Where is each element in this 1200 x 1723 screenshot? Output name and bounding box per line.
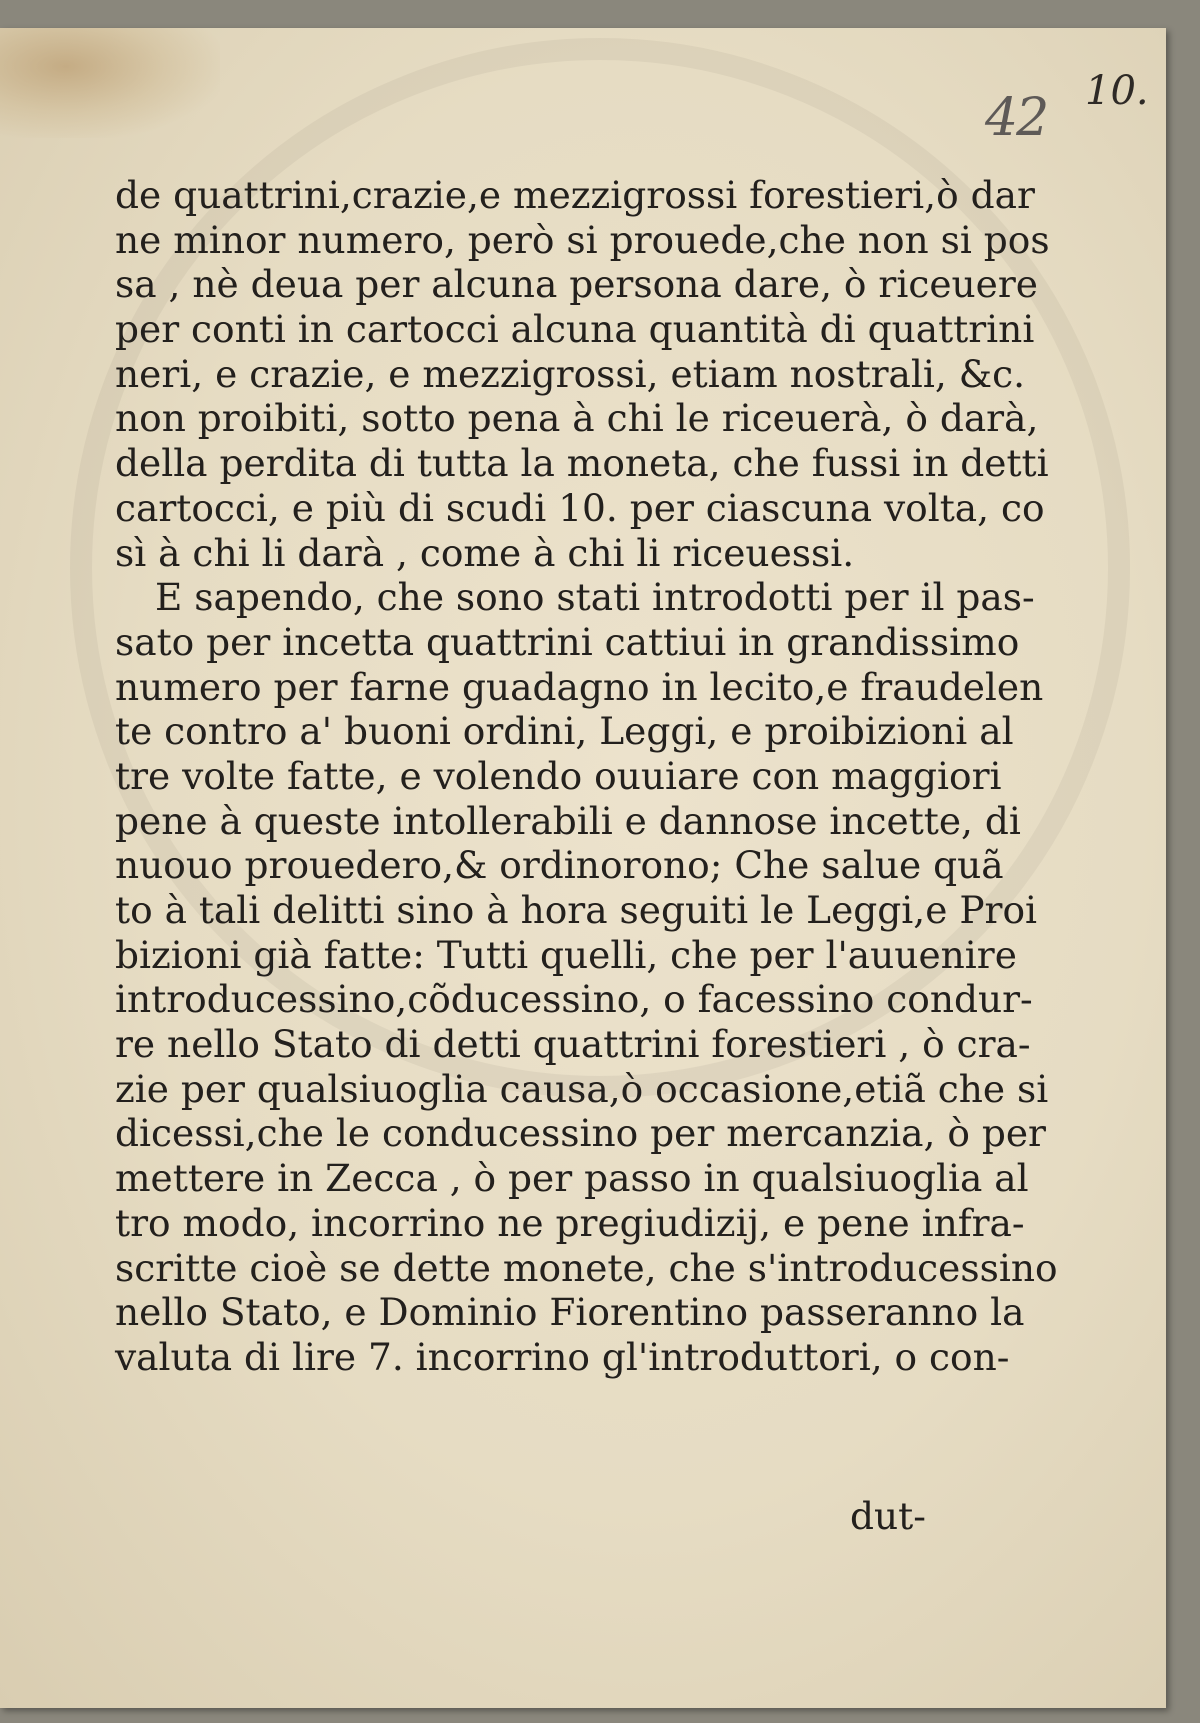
- text-line: te contro a' buoni ordini, Leggi, e proibizioni al: [115, 709, 1014, 754]
- text-line: sa , nè deua per alcuna persona dare, ò riceuere: [115, 262, 1038, 307]
- text-line: nello Stato, e Dominio Fiorentino passeranno la: [115, 1290, 1025, 1335]
- text-line: to à tali delitti sino à hora seguiti le Leggi,e Proi: [115, 888, 1038, 932]
- text-line: della perdita di tutta la moneta, che fussi in detti: [115, 441, 1049, 486]
- text-line: sato per incetta quattrini cattiui in grandissimo: [115, 619, 1020, 664]
- text-line: ne minor numero, però si prouede,che non si pos: [115, 217, 1050, 262]
- text-line: cartocci, e più di scudi 10. per ciascuna volta, co: [115, 485, 1045, 530]
- paper-stain: [0, 28, 220, 138]
- text-line: sì à chi li darà , come à chi li riceuessi.: [115, 530, 855, 575]
- body-text: [115, 173, 1058, 1380]
- text-line: introducessino,cõducessino, o facessino condur-: [115, 977, 1033, 1022]
- text-line: mettere in Zecca , ò per passo in qualsiuoglia al: [115, 1156, 1029, 1201]
- text-line: non proibiti, sotto pena à chi le riceuerà, ò darà,: [115, 396, 1039, 441]
- text-line: re nello Stato di detti quattrini forestieri , ò cra-: [115, 1022, 1031, 1067]
- text-line: per conti in cartocci alcuna quantità di quattrini: [115, 307, 1035, 352]
- text-line: tre volte fatte, e volendo ouuiare con maggiori: [115, 753, 1002, 798]
- text-line: dicessi,che le conducessino per mercanzia, ò per: [115, 1111, 1046, 1156]
- text-line: bizioni già fatte: Tutti quelli, che per l'auuenire: [115, 932, 1017, 977]
- text-line: tro modo, incorrino ne pregiudizij, e pene infra-: [115, 1200, 1025, 1245]
- text-line: pene à queste intollerabili e dannose incette, di: [115, 798, 1021, 843]
- paragraph-start-line: E sapendo, che sono stati introdotti per il pas-: [155, 575, 1035, 620]
- catchword: dut-: [850, 1494, 926, 1538]
- text-line: zie per qualsiuoglia causa,ò occasione,etiã che si: [115, 1066, 1049, 1111]
- folio-number: 10.: [1085, 68, 1149, 114]
- document-page: [0, 28, 1166, 1708]
- text-line: scritte cioè se dette monete, che s'introducessino: [115, 1245, 1058, 1290]
- text-line: de quattrini,crazie,e mezzigrossi forestieri,ò dar: [115, 173, 1035, 217]
- text-line: neri, e crazie, e mezzigrossi, etiam nostrali, &c.: [115, 351, 1026, 396]
- text-line: valuta di lire 7. incorrino gl'introduttori, o con-: [115, 1334, 1010, 1379]
- text-line: numero per farne guadagno in lecito,e fraudelen: [115, 664, 1044, 709]
- manuscript-number: 42: [985, 88, 1048, 148]
- text-line: nuouo prouedero,& ordinorono; Che salue quã: [115, 843, 1004, 888]
